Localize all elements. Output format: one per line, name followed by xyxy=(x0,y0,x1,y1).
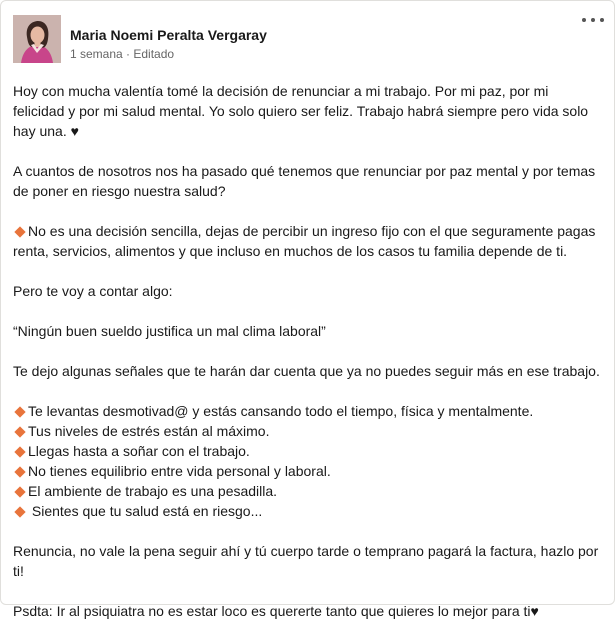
list-item: Te levantas desmotivad@ y estás cansando todo el tiempo, física y mentalmente. xyxy=(13,401,603,421)
orange-diamond-icon xyxy=(14,406,25,417)
post-paragraph: Renuncia, no vale la pena seguir ahí y tú cuerpo tarde o temprano pagará la factura, hazlo por ti! xyxy=(13,543,599,579)
orange-diamond-icon xyxy=(14,506,25,517)
post-paragraph: Hoy con mucha valentía tomé la decisión de renunciar a mi trabajo. Por mi paz, por mi felicidad y por mi salud mental. Yo solo quiero ser feliz. Trabajo habrá siempre pero vida solo hay una. ♥ xyxy=(13,83,589,139)
list-item: Sientes que tu salud está en riesgo... xyxy=(13,501,603,521)
avatar-image xyxy=(13,15,61,63)
orange-diamond-icon xyxy=(14,446,25,457)
orange-diamond-icon xyxy=(14,426,25,437)
post-paragraph: Pero te voy a contar algo: xyxy=(13,283,173,299)
author-name[interactable]: Maria Noemi Peralta Vergaray xyxy=(70,27,267,43)
orange-diamond-icon xyxy=(14,486,25,497)
signs-list xyxy=(13,401,603,521)
paragraph-text: No es una decisión sencilla, dejas de percibir un ingreso fijo con el que seguramente pagas renta, servicios, alimentos y que incluso en muchos de los casos tu familia depende de ti. xyxy=(13,223,596,259)
more-horizontal-icon xyxy=(582,18,586,22)
post-quote: “Ningún buen sueldo justifica un mal clima laboral” xyxy=(13,323,326,339)
list-item: Llegas hasta a soñar con el trabajo. xyxy=(13,441,603,461)
orange-diamond-icon xyxy=(14,466,25,477)
post-paragraph: Psdta: Ir al psiquiatra no es estar loco es quererte tanto que quieres lo mejor para ti♥ xyxy=(13,603,539,619)
list-item: No tienes equilibrio entre vida personal y laboral. xyxy=(13,461,603,481)
post-paragraph: Te dejo algunas señales que te harán dar cuenta que ya no puedes seguir más en ese trabajo. xyxy=(13,363,600,379)
post-header xyxy=(13,15,573,65)
post-paragraph: A cuantos de nosotros nos ha pasado qué tenemos que renunciar por paz mental y por temas de poner en riesgo nuestra salud? xyxy=(13,163,596,199)
post-meta: 1 semana · Editado xyxy=(70,47,175,61)
orange-diamond-icon xyxy=(14,226,25,237)
more-options-button[interactable] xyxy=(582,13,604,27)
post-body xyxy=(13,81,603,641)
list-item: El ambiente de trabajo es una pesadilla. xyxy=(13,481,603,501)
author-avatar[interactable] xyxy=(13,15,61,63)
list-item: Tus niveles de estrés están al máximo. xyxy=(13,421,603,441)
post-paragraph xyxy=(13,221,603,261)
